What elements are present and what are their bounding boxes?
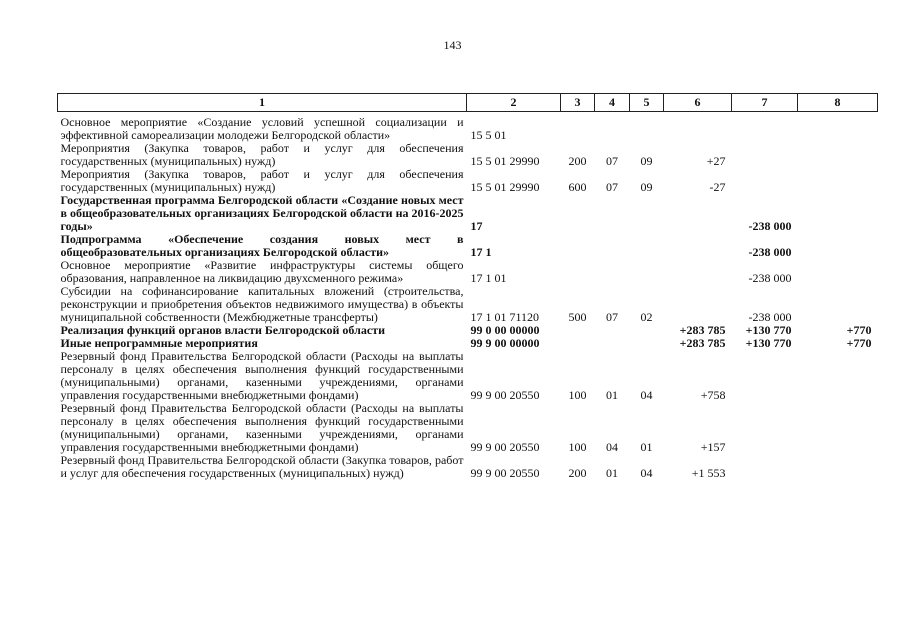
row-vr: 200 [568, 154, 587, 168]
row-name: Субсидии на софинансирование капитальных вложений (строительства, реконструкции и приобретения объектов недвижимого имущества) в объекты муниципальной собственности (Межбюджетные трансферты) [60, 284, 464, 324]
row-amount-col6: +1 553 [691, 466, 726, 480]
row-amount-col7: -238 000 [748, 310, 792, 324]
row-vr [561, 337, 595, 350]
row-vr: 200 [568, 466, 587, 480]
row-code: 15 5 01 29990 [470, 180, 540, 194]
row-name: Резервный фонд Правительства Белгородской области (Закупка товаров, работ и услуг для обеспечения государственных (муниципальных) нужд) [60, 453, 464, 480]
row-amount-col7 [732, 454, 798, 480]
row-rz: 01 [606, 388, 618, 402]
row-pr: 01 [640, 440, 653, 454]
row-pr [630, 233, 664, 259]
row-name: Резервный фонд Правительства Белгородской области (Расходы на выплаты персоналу в целях обеспечения выполнения функций государственными (муниципальными) органами, казенными учреждениями, органами управления государственными внебюджетными фондами) [60, 401, 464, 454]
row-name: Реализация функций органов власти Белгородской области [60, 323, 385, 337]
row-name: Основное мероприятие «Создание условий успешной социализации и эффективной самореализации молодежи Белгородской области» [60, 115, 464, 142]
row-code: 15 5 01 29990 [470, 154, 540, 168]
row-pr: 09 [640, 180, 653, 194]
row-amount-col6 [664, 112, 732, 143]
row-amount-col6 [664, 233, 732, 259]
row-pr [630, 112, 664, 143]
row-amount-col8 [798, 454, 878, 480]
row-vr [561, 194, 595, 233]
row-amount-col8 [798, 233, 878, 259]
row-code: 17 1 01 [470, 271, 507, 285]
row-pr [630, 194, 664, 233]
row-amount-col7: +130 770 [745, 323, 792, 337]
row-amount-col6: +283 785 [679, 336, 726, 350]
row-rz: 04 [606, 440, 618, 454]
header-col-7: 7 [732, 94, 798, 112]
row-vr [561, 112, 595, 143]
row-rz [595, 324, 630, 337]
row-code: 17 1 [470, 245, 492, 259]
header-col-5: 5 [630, 94, 664, 112]
row-vr: 600 [568, 180, 587, 194]
row-pr: 09 [640, 154, 653, 168]
header-col-1: 1 [58, 94, 467, 112]
row-rz [595, 259, 630, 285]
row-amount-col7: -238 000 [748, 219, 792, 233]
row-pr [630, 259, 664, 285]
table-row [58, 194, 878, 233]
row-amount-col7 [732, 168, 798, 194]
row-amount-col8 [798, 194, 878, 233]
table-row [58, 259, 878, 285]
row-code: 17 [470, 219, 483, 233]
header-row [58, 94, 878, 112]
row-name: Основное мероприятие «Развитие инфраструктуры системы общего образования, направленное на ликвидацию двухсменного режима» [60, 258, 464, 285]
row-name: Государственная программа Белгородской области «Создание новых мест в общеобразовательных организациях Белгородской области на 2016-2025 годы» [60, 193, 464, 233]
row-amount-col6: +27 [706, 154, 726, 168]
header-col-2: 2 [467, 94, 561, 112]
row-amount-col7: -238 000 [748, 245, 792, 259]
row-amount-col8 [798, 402, 878, 454]
row-pr: 02 [640, 310, 653, 324]
row-amount-col8 [798, 285, 878, 324]
row-vr: 500 [568, 310, 587, 324]
row-amount-col6 [664, 194, 732, 233]
row-amount-col8 [798, 112, 878, 143]
row-amount-col8 [798, 350, 878, 402]
row-amount-col6: +283 785 [679, 323, 726, 337]
row-name: Мероприятия (Закупка товаров, работ и услуг для обеспечения государственных (муниципальных) нужд) [60, 167, 464, 194]
row-rz [595, 194, 630, 233]
row-amount-col6: +157 [700, 440, 726, 454]
table-row [58, 402, 878, 454]
row-amount-col6 [664, 285, 732, 324]
row-code: 17 1 01 71120 [470, 310, 540, 324]
row-code: 15 5 01 [470, 128, 507, 142]
row-name: Иные непрограммные мероприятия [60, 336, 258, 350]
row-amount-col6: -27 [709, 180, 726, 194]
row-code: 99 0 00 00000 [470, 323, 540, 337]
row-code: 99 9 00 20550 [470, 440, 540, 454]
row-vr [561, 233, 595, 259]
row-amount-col7 [732, 402, 798, 454]
row-code: 99 9 00 20550 [470, 388, 540, 402]
budget-table [57, 93, 878, 480]
header-col-4: 4 [595, 94, 630, 112]
row-rz [595, 337, 630, 350]
header-col-6: 6 [664, 94, 732, 112]
table-row [58, 142, 878, 168]
row-rz: 07 [606, 180, 618, 194]
row-rz: 01 [606, 466, 618, 480]
row-pr [630, 337, 664, 350]
row-amount-col8 [798, 259, 878, 285]
table-row [58, 350, 878, 402]
row-rz: 07 [606, 154, 618, 168]
row-pr [630, 324, 664, 337]
row-amount-col7: +130 770 [745, 336, 792, 350]
row-amount-col7: -238 000 [748, 271, 792, 285]
row-rz [595, 233, 630, 259]
row-vr: 100 [568, 440, 587, 454]
page-number: 143 [443, 38, 462, 52]
row-rz [595, 112, 630, 143]
row-amount-col8: +770 [846, 336, 872, 350]
row-amount-col6 [664, 259, 732, 285]
header-col-8: 8 [798, 94, 878, 112]
row-amount-col7 [732, 142, 798, 168]
table-row [58, 454, 878, 480]
table-row [58, 285, 878, 324]
header-col-3: 3 [561, 94, 595, 112]
row-amount-col8 [798, 168, 878, 194]
row-pr: 04 [640, 466, 653, 480]
row-pr: 04 [640, 388, 653, 402]
row-amount-col8 [798, 142, 878, 168]
table-row [58, 168, 878, 194]
table-row [58, 233, 878, 259]
row-vr [561, 259, 595, 285]
row-amount-col7 [732, 350, 798, 402]
row-amount-col7 [732, 112, 798, 143]
row-amount-col8: +770 [846, 323, 872, 337]
row-name: Подпрограмма «Обеспечение создания новых мест в общеобразовательных организациях Белгородской области» [60, 232, 464, 259]
row-name: Резервный фонд Правительства Белгородской области (Расходы на выплаты персоналу в целях обеспечения выполнения функций государственными (муниципальными) органами, казенными учреждениями, органами управления государственными внебюджетными фондами) [60, 349, 464, 402]
table-row [58, 112, 878, 143]
row-rz: 07 [606, 310, 618, 324]
row-vr [561, 324, 595, 337]
row-amount-col6: +758 [700, 388, 726, 402]
row-vr: 100 [568, 388, 587, 402]
row-code: 99 9 00 20550 [470, 466, 540, 480]
row-code: 99 9 00 00000 [470, 336, 540, 350]
row-name: Мероприятия (Закупка товаров, работ и услуг для обеспечения государственных (муниципальных) нужд) [60, 141, 464, 168]
